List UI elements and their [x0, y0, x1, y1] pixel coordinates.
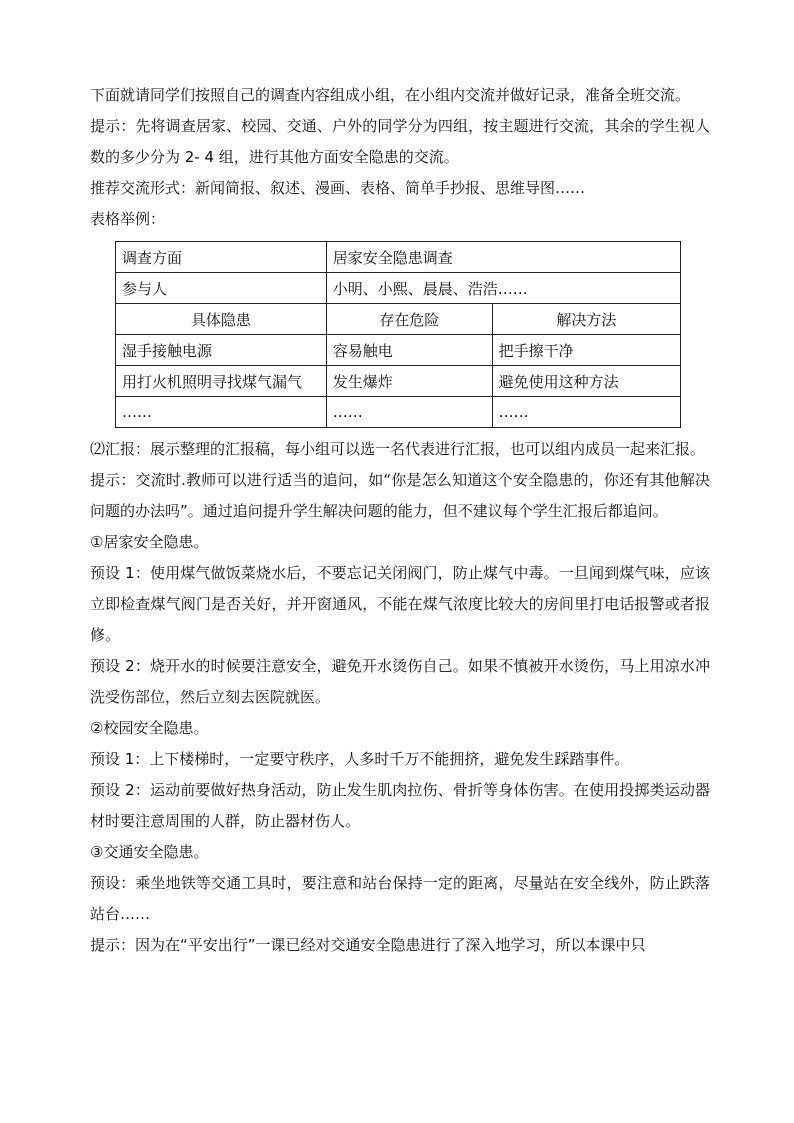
paragraph-report-tip: 提示：交流时.教师可以进行适当的追问，如“你是怎么知道这个安全隐患的，你还有其他解决问题的办法吗”。通过追问提升学生解决问题的能力，但不建议每个学生汇报后都追问。 — [90, 471, 710, 520]
table-cell-topic-label: 调查方面 — [116, 242, 327, 273]
table-cell: 用打火机照明寻找煤气漏气 — [116, 366, 327, 397]
survey-table — [115, 241, 681, 428]
table-cell-topic-value: 居家安全隐患调查 — [326, 242, 680, 273]
paragraph-report: ⑵汇报：展示整理的汇报稿，每小组可以选一名代表进行汇报，也可以组内成员一起来汇报。 — [90, 440, 706, 458]
paragraph-recommended-formats: 推荐交流形式：新闻简报、叙述、漫画、表格、简单手抄报、思维导图…… — [90, 179, 586, 197]
paragraph-home-preset-1: 预设 1：使用煤气做饭菜烧水后，不要忘记关闭阀门，防止煤气中毒。一旦闻到煤气味，应该立即检查煤气阀门是否关好，并开窗通风，不能在煤气浓度比较大的房间里打电话报警或者报修。 — [90, 564, 710, 644]
table-cell: 湿手接触电源 — [116, 335, 327, 366]
table-header-row — [116, 304, 681, 335]
paragraph-grouping-tip: 提示：先将调查居家、校园、交通、户外的同学分为四组，按主题进行交流，其余的学生视人数的多少分为 2- 4 组，进行其他方面安全隐患的交流。 — [90, 117, 710, 166]
section-heading-home: ①居家安全隐患。 — [90, 533, 209, 551]
paragraph-group-instructions: 下面就请同学们按照自己的调查内容组成小组，在小组内交流并做好记录，准备全班交流。 — [90, 86, 691, 104]
table-header-solution: 解决方法 — [492, 304, 680, 335]
table-cell: 把手擦干净 — [492, 335, 680, 366]
table-row-participants — [116, 273, 681, 304]
table-cell: …… — [492, 397, 680, 428]
table-row-topic — [116, 242, 681, 273]
table-cell: 发生爆炸 — [326, 366, 492, 397]
table-row — [116, 335, 681, 366]
paragraph-school-preset-1: 预设 1：上下楼梯时，一定要守秩序，人多时千万不能拥挤，避免发生踩踏事件。 — [90, 750, 630, 768]
document-page — [90, 80, 710, 961]
table-cell: 避免使用这种方法 — [492, 366, 680, 397]
table-cell: 容易触电 — [326, 335, 492, 366]
table-row — [116, 366, 681, 397]
table-row — [116, 397, 681, 428]
paragraph-traffic-preset: 预设：乘坐地铁等交通工具时，要注意和站台保持一定的距离，尽量站在安全线外，防止跌落站台…… — [90, 874, 710, 923]
section-heading-school: ②校园安全隐患。 — [90, 719, 209, 737]
paragraph-home-preset-2: 预设 2：烧开水的时候要注意安全，避免开水烫伤自己。如果不慎被开水烫伤，马上用凉水冲洗受伤部位，然后立刻去医院就医。 — [90, 657, 710, 706]
table-cell: …… — [326, 397, 492, 428]
table-cell-participants-label: 参与人 — [116, 273, 327, 304]
section-heading-traffic: ③交通安全隐患。 — [90, 843, 209, 861]
table-header-danger: 存在危险 — [326, 304, 492, 335]
table-cell-participants-value: 小明、小熙、晨晨、浩浩…… — [326, 273, 680, 304]
paragraph-traffic-tip: 提示：因为在“平安出行”一课已经对交通安全隐患进行了深入地学习，所以本课中只 — [90, 936, 646, 954]
table-cell: …… — [116, 397, 327, 428]
paragraph-table-example-label: 表格举例： — [90, 210, 166, 228]
paragraph-school-preset-2: 预设 2：运动前要做好热身活动，防止发生肌肉拉伤、骨折等身体伤害。在使用投掷类运动器材时要注意周围的人群，防止器材伤人。 — [90, 781, 710, 830]
table-header-hazard: 具体隐患 — [116, 304, 327, 335]
